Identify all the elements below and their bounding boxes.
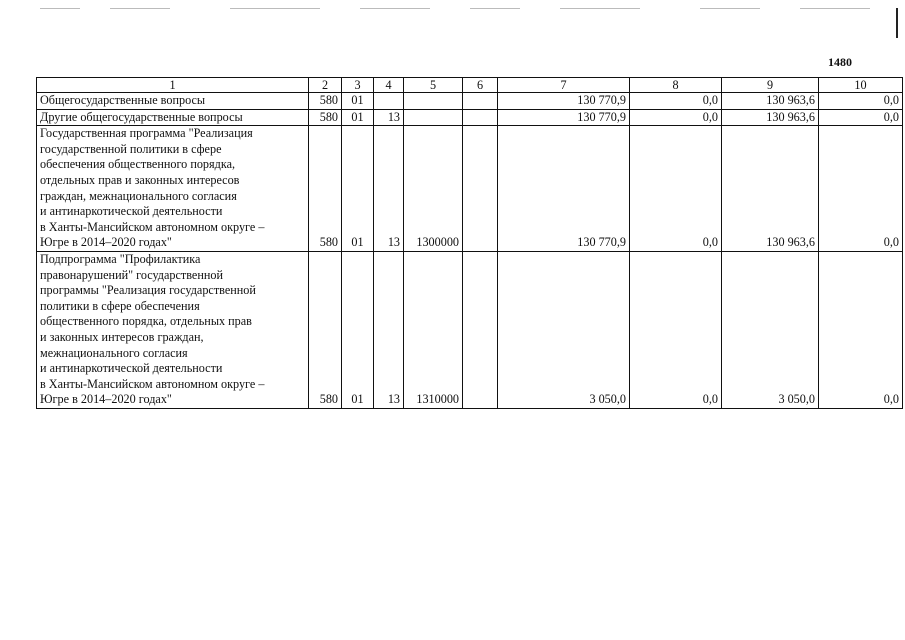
table-row — [37, 109, 903, 126]
row-name-cell — [37, 126, 309, 252]
cell-c6 — [463, 251, 498, 408]
scan-artifact-line — [0, 8, 905, 12]
cell-c10: 0,0 — [819, 93, 903, 110]
cell-c4 — [374, 93, 404, 110]
header-cell: 2 — [309, 78, 342, 93]
row-name-line: программы "Реализация государственной — [40, 283, 256, 298]
cell-c6 — [463, 93, 498, 110]
row-name-line: общественного порядка, отдельных прав — [40, 314, 252, 329]
page-number: 1480 — [828, 55, 852, 69]
row-name-line: в Ханты-Мансийском автономном округе – — [40, 376, 265, 391]
budget-table — [36, 77, 903, 409]
cell-c7: 130 770,9 — [498, 109, 630, 126]
cell-c8: 0,0 — [630, 251, 722, 408]
cell-c2: 580 — [309, 251, 342, 408]
cell-c2: 580 — [309, 93, 342, 110]
cell-c3: 01 — [342, 126, 374, 252]
row-name-line: отдельных прав и законных интересов — [40, 172, 240, 187]
cell-c8: 0,0 — [630, 126, 722, 252]
row-name-line: политики в сфере обеспечения — [40, 298, 200, 313]
header-cell: 8 — [630, 78, 722, 93]
table-row — [37, 93, 903, 110]
row-name-line: Югре в 2014–2020 годах" — [40, 235, 172, 250]
cell-c8: 0,0 — [630, 109, 722, 126]
row-name-line: межнационального согласия — [40, 345, 188, 360]
row-name-cell — [37, 93, 309, 110]
header-cell: 9 — [722, 78, 819, 93]
row-name-line: Подпрограмма "Профилактика — [40, 251, 201, 266]
row-name-line: правонарушений" государственной — [40, 267, 223, 282]
cell-c3: 01 — [342, 109, 374, 126]
cell-c5: 1310000 — [404, 251, 463, 408]
cell-c7: 130 770,9 — [498, 93, 630, 110]
cell-c2: 580 — [309, 126, 342, 252]
row-name-line: Общегосударственные вопросы — [40, 93, 206, 107]
row-name-line: граждан, межнационального согласия — [40, 188, 237, 203]
cell-c7: 130 770,9 — [498, 126, 630, 252]
scan-edge-mark — [896, 8, 898, 38]
cell-c10: 0,0 — [819, 126, 903, 252]
header-cell: 4 — [374, 78, 404, 93]
row-name-line: государственной политики в сфере — [40, 141, 222, 156]
cell-c9: 130 963,6 — [722, 93, 819, 110]
row-name-line: Другие общегосударственные вопросы — [40, 109, 243, 124]
row-name-line: Государственная программа "Реализация — [40, 126, 253, 141]
cell-c2: 580 — [309, 109, 342, 126]
row-name-line: обеспечения общественного порядка, — [40, 157, 236, 172]
row-name-line: в Ханты-Мансийском автономном округе – — [40, 219, 265, 234]
cell-c4: 13 — [374, 126, 404, 252]
header-cell: 6 — [463, 78, 498, 93]
cell-c8: 0,0 — [630, 93, 722, 110]
row-name-line: и законных интересов граждан, — [40, 329, 204, 344]
cell-c5 — [404, 93, 463, 110]
header-cell: 10 — [819, 78, 903, 93]
cell-c6 — [463, 109, 498, 126]
cell-c10: 0,0 — [819, 251, 903, 408]
cell-c6 — [463, 126, 498, 252]
cell-c9: 130 963,6 — [722, 126, 819, 252]
header-row — [37, 78, 903, 93]
cell-c4: 13 — [374, 251, 404, 408]
row-name-line: Югре в 2014–2020 годах" — [40, 392, 172, 407]
cell-c7: 3 050,0 — [498, 251, 630, 408]
header-cell: 3 — [342, 78, 374, 93]
row-name-cell — [37, 251, 309, 408]
header-cell: 1 — [37, 78, 309, 93]
header-cell: 5 — [404, 78, 463, 93]
row-name-line: и антинаркотической деятельности — [40, 361, 223, 376]
row-name-cell — [37, 109, 309, 126]
row-name-line: и антинаркотической деятельности — [40, 204, 223, 219]
cell-c10: 0,0 — [819, 109, 903, 126]
cell-c9: 130 963,6 — [722, 109, 819, 126]
cell-c4: 13 — [374, 109, 404, 126]
cell-c5: 1300000 — [404, 126, 463, 252]
cell-c3: 01 — [342, 93, 374, 110]
table-row — [37, 251, 903, 408]
header-cell: 7 — [498, 78, 630, 93]
cell-c5 — [404, 109, 463, 126]
cell-c9: 3 050,0 — [722, 251, 819, 408]
table-row — [37, 126, 903, 252]
cell-c3: 01 — [342, 251, 374, 408]
